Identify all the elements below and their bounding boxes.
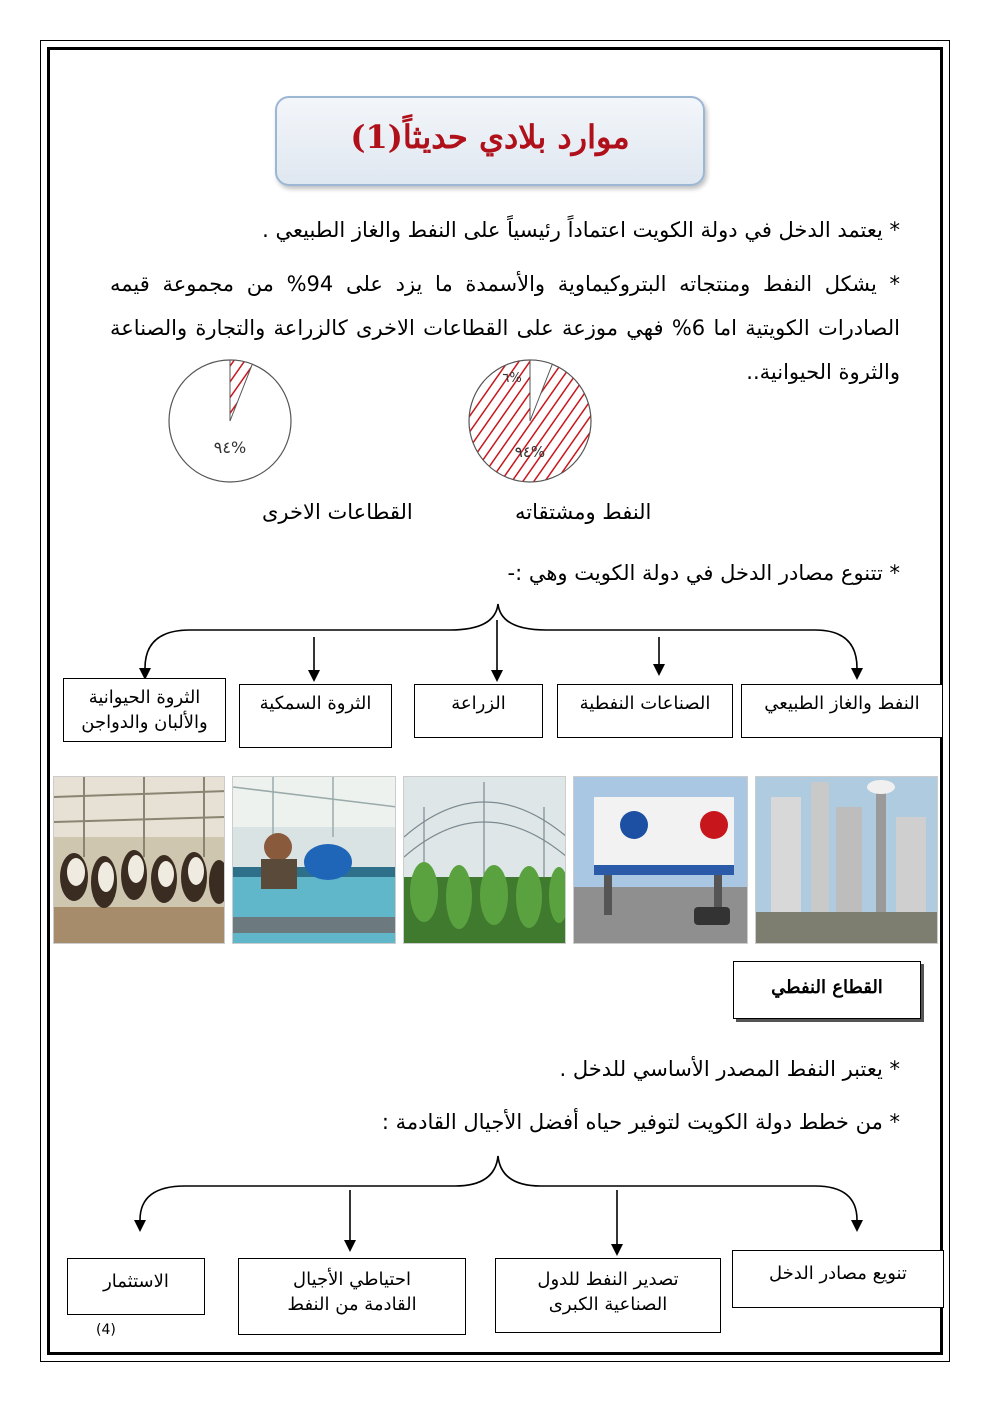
- paragraph-oil-main-source: * يعتبر النفط المصدر الأساسي للدخل .: [559, 1057, 900, 1081]
- source-box-fisheries: الثروة السمكية: [239, 684, 392, 748]
- page-number: (4): [96, 1322, 116, 1338]
- section-title-oil-sector: القطاع النفطي: [733, 961, 921, 1019]
- pie-oil-label-94: ٩٤%: [514, 443, 546, 461]
- plan-box-export-oil: تصدير النفط للدول الصناعية الكبرى: [495, 1258, 721, 1333]
- plan-box-investment: الاستثمار: [67, 1258, 205, 1315]
- plans-arrowhead-1: [134, 1220, 146, 1232]
- paragraph-exports: * يشكل النفط ومنتجاته البتروكيماوية والأسمدة ما يزد على 94% من مجموعة قيمه الصادرات الكويتية اما 6% فهي موزعة على القطاعات الاخرى كالزراعة والتجارة والصناعة والثروة الحيوانية..: [110, 272, 901, 384]
- paragraph-income-dependence: * يعتمد الدخل في دولة الكويت اعتماداً رئيسياً على النفط والغاز الطبيعي .: [262, 218, 900, 242]
- source-box-agriculture: الزراعة: [414, 684, 543, 738]
- paragraph-income-sources: * تتنوع مصادر الدخل في دولة الكويت وهي :-: [507, 561, 900, 585]
- pie-oil-label-6: ٦%: [502, 371, 522, 386]
- source-box-oil-gas: النفط والغاز الطبيعي: [741, 684, 943, 738]
- plan-box-future-reserve: احتياطي الأجيال القادمة من النفط: [238, 1258, 466, 1335]
- pie-caption-oil: النفط ومشتقاته: [515, 500, 652, 524]
- source-box-oil-industries: الصناعات النفطية: [557, 684, 733, 738]
- plans-arrowhead-2: [344, 1240, 356, 1252]
- page-title: موارد بلادي حديثاً(1): [350, 118, 630, 156]
- plans-brace: [140, 1156, 857, 1220]
- plan-box-diversify-income: تنويع مصادر الدخل: [732, 1250, 944, 1308]
- pie-caption-other: القطاعات الاخرى: [262, 500, 413, 524]
- paragraph-future-plans: * من خطط دولة الكويت لتوفير حياه أفضل الأجيال القادمة :: [381, 1110, 900, 1134]
- plans-arrowhead-4: [851, 1220, 863, 1232]
- plans-arrowhead-3: [611, 1244, 623, 1256]
- source-box-livestock: الثروة الحيوانية والألبان والدواجن: [63, 678, 226, 742]
- pie-other-sectors-label-94: ٩٤%: [213, 438, 247, 457]
